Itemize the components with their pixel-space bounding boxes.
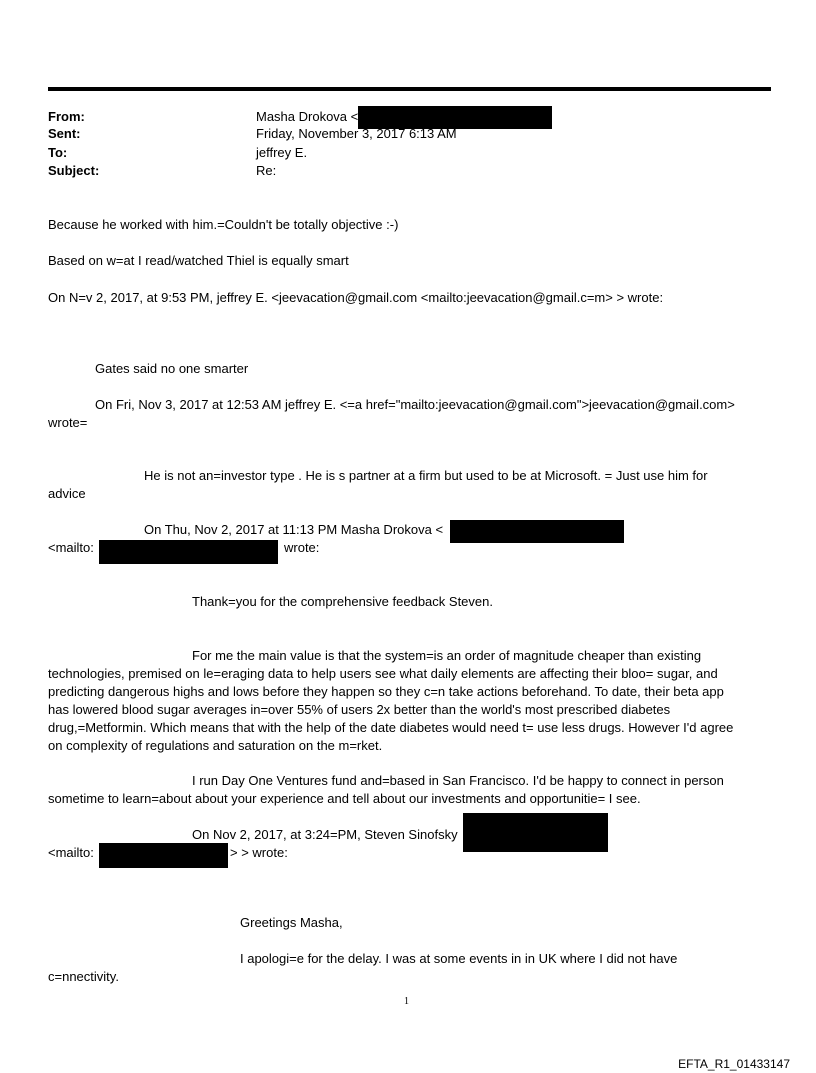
quote-header: wrote: — [284, 540, 320, 555]
quote-header: <mailto: — [48, 540, 94, 555]
quote-header: <mailto: — [48, 845, 94, 860]
quoted-text: on complexity of regulations and saturation on the m=rket. — [48, 738, 383, 753]
quoted-text: Greetings Masha, — [240, 915, 343, 930]
quoted-text: c=nnectivity. — [48, 969, 119, 984]
quote-header: On Thu, Nov 2, 2017 at 11:13 PM Masha Drokova < — [144, 522, 444, 537]
subject-label: Subject: — [48, 163, 100, 178]
body-paragraph: Based on w=at I read/watched Thiel is equally smart — [48, 253, 349, 268]
quoted-text: has lowered blood sugar averages in=over 55% of users 2x better than the world's most prescribed diabetes — [48, 702, 671, 717]
to-value: jeffrey E. — [256, 145, 308, 160]
quoted-text: technologies, premised on le=eraging data to help users see what daily elements are affecting their bloo= sugar, and — [48, 666, 718, 681]
quoted-text: Thank=you for the comprehensive feedback Steven. — [192, 594, 493, 609]
sent-label: Sent: — [48, 126, 81, 141]
quote-header: On Nov 2, 2017, at 3:24=PM, Steven Sinofsky — [192, 827, 458, 842]
quoted-text: For me the main value is that the system=is an order of magnitude cheaper than existing — [192, 648, 702, 663]
quoted-text: sometime to learn=about about your experience and tell about our investments and opportunitie= I see. — [48, 791, 641, 806]
page-number: 1 — [404, 996, 409, 1007]
from-label: From: — [48, 109, 85, 124]
sent-value: Friday, November 3, 2017 6:13 AM — [256, 126, 457, 141]
body-paragraph: Because he worked with him.=Couldn't be totally objective :-) — [48, 217, 399, 232]
from-value: Masha Drokova < — [256, 109, 359, 124]
redaction-box — [99, 843, 228, 868]
quoted-text: drug,=Metformin. Which means that with the help of the date diabetes would need t= use less drugs. However I'd agree — [48, 720, 734, 735]
quoted-text: I run Day One Ventures fund and=based in San Francisco. I'd be happy to connect in person — [192, 773, 724, 788]
quoted-text: advice — [48, 486, 86, 501]
subject-value: Re: — [256, 163, 277, 178]
header-rule — [48, 87, 771, 91]
document-id: EFTA_R1_01433147 — [678, 1057, 790, 1071]
quote-header: > > wrote: — [230, 845, 288, 860]
redaction-box — [99, 540, 278, 564]
quote-header: On Fri, Nov 3, 2017 at 12:53 AM jeffrey E. <=a href="mailto:jeevacation@gmail.com">jeevacation@gmail.com> — [95, 397, 735, 412]
quoted-text: predicting dangerous highs and lows before they happen so they c=n take actions beforehand. To date, their beta app — [48, 684, 724, 699]
quote-header: wrote= — [48, 415, 88, 430]
redaction-box — [463, 813, 608, 852]
to-label: To: — [48, 145, 68, 160]
quote-header: On N=v 2, 2017, at 9:53 PM, jeffrey E. <jeevacation@gmail.com <mailto:jeevacation@gmail.c=m> > wrote: — [48, 290, 664, 305]
redaction-box — [450, 520, 624, 543]
quoted-text: I apologi=e for the delay. I was at some events in in UK where I did not have — [240, 951, 678, 966]
quoted-text: Gates said no one smarter — [95, 361, 249, 376]
quoted-text: He is not an=investor type . He is s partner at a firm but used to be at Microsoft. = Just use him for — [144, 468, 708, 483]
